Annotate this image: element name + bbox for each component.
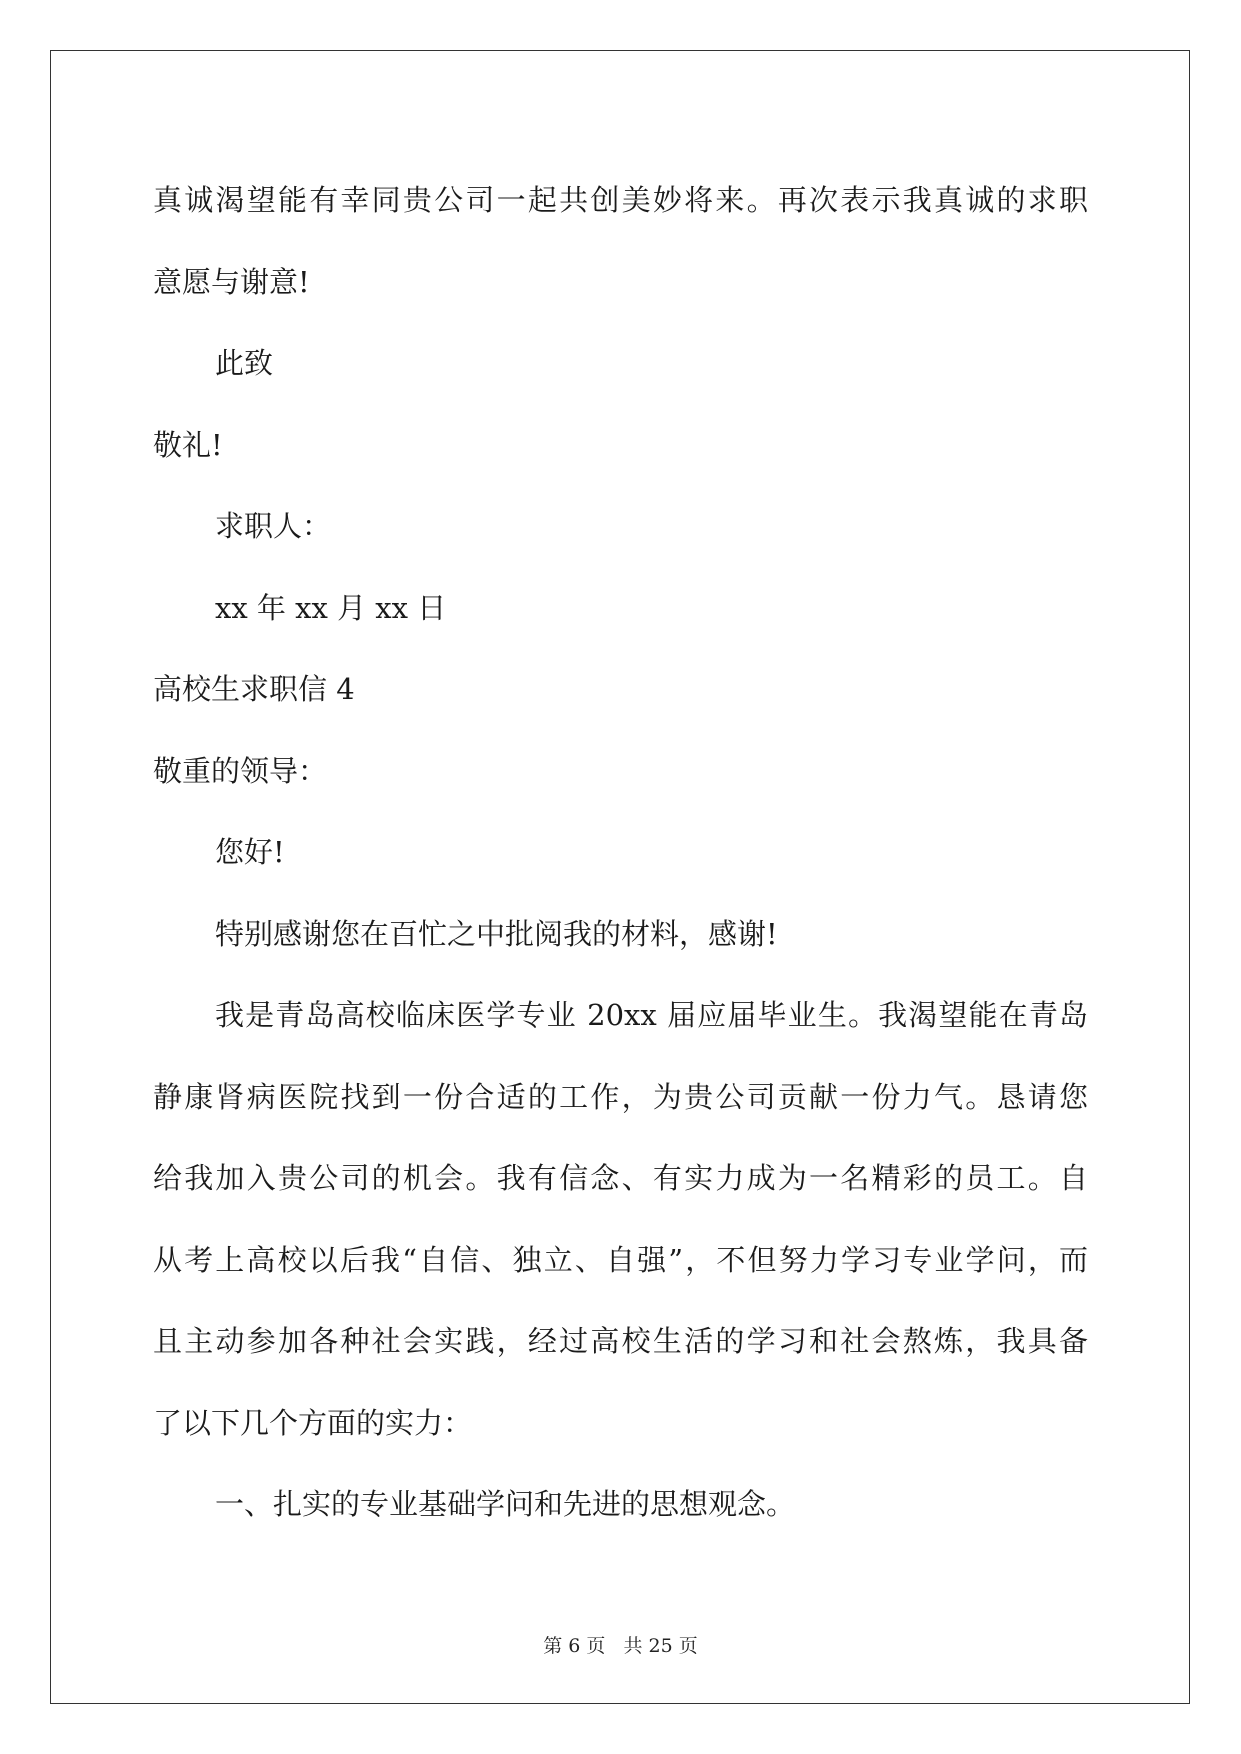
page-number: 第 6 页 — [543, 1635, 606, 1657]
text-line: 意愿与谢意! — [153, 264, 310, 299]
greeting-recipient: 敬重的领导： — [153, 753, 328, 788]
date-line: xx 年 xx 月 xx 日 — [215, 590, 447, 625]
document-body — [153, 160, 1088, 1546]
text-line: 且主动参加各种社会实践，经过高校生活的学习和社会熬炼，我具备 — [153, 1324, 1088, 1358]
signature-label: 求职人： — [215, 509, 332, 543]
text-line: 真诚渴望能有幸同贵公司一起共创美妙将来。再次表示我真诚的求职 — [153, 183, 1088, 217]
closing-regards: 敬礼! — [153, 427, 223, 462]
text-line: 了以下几个方面的实力： — [153, 1405, 473, 1440]
page-total: 共 25 页 — [623, 1635, 698, 1657]
text-line: 给我加入贵公司的机会。我有信念、有实力成为一名精彩的员工。自 — [153, 1161, 1088, 1195]
text-line: 我是青岛高校临床医学专业 20xx 届应届毕业生。我渴望能在青岛 — [215, 998, 1088, 1032]
greeting: 您好! — [215, 835, 285, 869]
text-line: 从考上高校以后我“自信、独立、自强”，不但努力学习专业学问，而 — [153, 1242, 1088, 1277]
text-line: 一、扎实的专业基础学问和先进的思想观念。 — [215, 1487, 796, 1521]
closing-salutation: 此致 — [215, 346, 274, 380]
text-line: 特别感谢您在百忙之中批阅我的材料，感谢! — [215, 916, 778, 951]
page-footer — [0, 1631, 1241, 1658]
section-title: 高校生求职信 4 — [153, 672, 355, 706]
text-line: 静康肾病医院找到一份合适的工作，为贵公司贡献一份力气。恳请您 — [153, 1079, 1088, 1114]
